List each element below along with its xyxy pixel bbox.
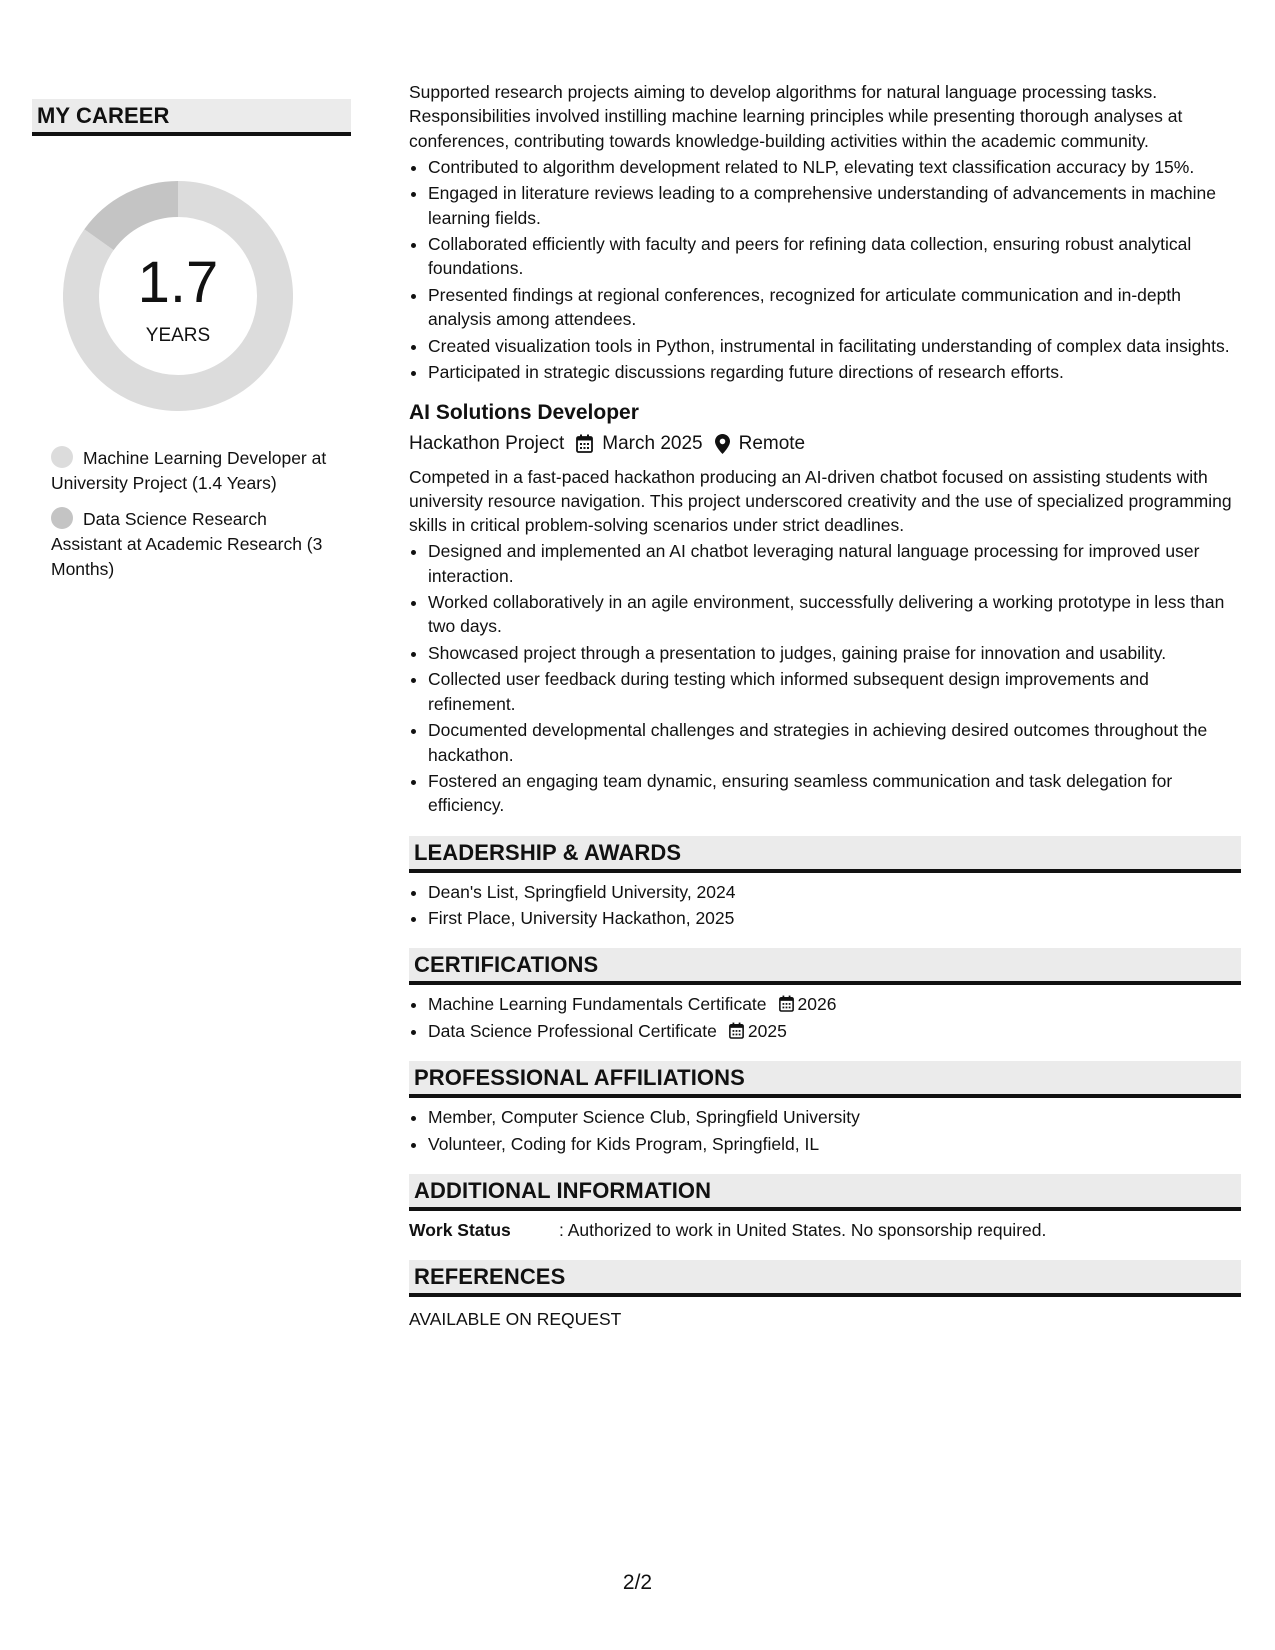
affiliations-section (409, 1061, 1241, 1156)
donut-segment-research-assistant (99, 199, 178, 240)
experience-description: Supported research projects aiming to develop algorithms for natural language processing tasks. Responsibilities involved instilling machine learning principles while presenting thorough analyses at conferences, contributing towards knowledge-building activities within the academic community. (409, 82, 1183, 151)
list-item: • Worked collaboratively in an agile environment, successfully delivering a working prototype in less than two days. (428, 590, 1241, 639)
legend-label: Data Science Research Assistant at Academic Research (3 Months) (51, 509, 323, 579)
list-item: • Documented developmental challenges and strategies in achieving desired outcomes throughout the hackathon. (428, 718, 1241, 767)
calendar-icon (729, 1022, 744, 1039)
work-status-value: : Authorized to work in United States. No sponsorship required. (559, 1219, 1047, 1240)
certifications-section (409, 948, 1241, 1043)
calendar-icon (576, 434, 593, 453)
list-item: • Presented findings at regional conferences, recognized for articulate communication and in-depth analysis among attendees. (428, 283, 1241, 332)
experience-entry (409, 80, 1241, 385)
job-meta (409, 430, 1241, 458)
certification-year: 2026 (797, 994, 837, 1015)
list-item: • Engaged in literature reviews leading to a comprehensive understanding of advancements in machine learning fields. (428, 181, 1241, 230)
list-item: • Fostered an engaging team dynamic, ensuring seamless communication and task delegation for efficiency. (428, 769, 1241, 818)
affiliations-list (409, 1105, 1241, 1156)
experience-bullets (409, 539, 1241, 817)
career-heading: MY CAREER (32, 99, 351, 136)
experience-description: Competed in a fast-paced hackathon producing an AI-driven chatbot focused on assisting students with university resource navigation. This project underscored creativity and the use of specialized programming skills in critical problem-solving scenarios under strict deadlines. (409, 466, 1232, 536)
list-item: • Collected user feedback during testing which informed subsequent design improvements and refinement. (428, 667, 1241, 716)
legend-label: Machine Learning Developer at University Project (1.4 Years) (51, 448, 327, 493)
page-number: 2/2 (622, 1571, 653, 1594)
affiliations-heading: PROFESSIONAL AFFILIATIONS (409, 1061, 1241, 1098)
work-status-label: Work Status (409, 1219, 511, 1240)
main-content (409, 80, 1241, 1331)
list-item: • Participated in strategic discussions regarding future directions of research efforts. (428, 360, 1241, 384)
additional-info-heading: ADDITIONAL INFORMATION (409, 1174, 1241, 1211)
legend-item (51, 507, 336, 582)
job-company: Hackathon Project (409, 432, 565, 454)
job-title: AI Solutions Developer (409, 400, 639, 424)
list-item: • First Place, University Hackathon, 2025 (428, 906, 1241, 930)
list-item: • Designed and implemented an AI chatbot leveraging natural language processing for improved user interaction. (428, 539, 1241, 588)
certification-year: 2025 (747, 1020, 787, 1041)
list-item: • Showcased project through a presentation to judges, gaining praise for innovation and usability. (428, 641, 1241, 665)
legend-dot (51, 507, 73, 529)
list-item (428, 1019, 1241, 1043)
references-heading: REFERENCES (409, 1260, 1241, 1297)
leadership-list (409, 880, 1241, 931)
list-item: • Member, Computer Science Club, Springfield University (428, 1105, 1241, 1129)
career-total-years: 1.7 (137, 250, 219, 315)
list-item: • Created visualization tools in Python, instrumental in facilitating understanding of complex data insights. (428, 334, 1241, 358)
leadership-section (409, 836, 1241, 931)
career-years-unit: YEARS (145, 325, 211, 346)
references-text: AVAILABLE ON REQUEST (409, 1308, 622, 1329)
certification-name: Machine Learning Fundamentals Certificate (428, 994, 767, 1015)
list-item (428, 992, 1241, 1016)
legend-dot (51, 446, 73, 468)
certifications-heading: CERTIFICATIONS (409, 948, 1241, 985)
location-pin-icon (715, 434, 730, 454)
list-item: • Collaborated efficiently with faculty and peers for refining data collection, ensuring robust analytical foundations. (428, 232, 1241, 281)
calendar-icon (779, 995, 794, 1012)
legend-item (51, 446, 336, 496)
additional-info-section (409, 1174, 1241, 1242)
experience-entry (409, 398, 1241, 818)
job-location: Remote (738, 432, 806, 454)
work-status-row (409, 1218, 1241, 1242)
list-item: • Contributed to algorithm development related to NLP, elevating text classification accuracy by 15%. (428, 155, 1241, 179)
career-legend (51, 446, 336, 582)
references-section (409, 1260, 1241, 1331)
leadership-heading: LEADERSHIP & AWARDS (409, 836, 1241, 873)
career-sidebar (32, 99, 351, 593)
list-item: • Volunteer, Coding for Kids Program, Springfield, IL (428, 1132, 1241, 1156)
certification-name: Data Science Professional Certificate (428, 1020, 717, 1041)
job-date: March 2025 (602, 432, 703, 454)
list-item: • Dean's List, Springfield University, 2024 (428, 880, 1241, 904)
career-donut-chart (63, 181, 293, 411)
certifications-list (409, 992, 1241, 1043)
experience-bullets (409, 155, 1241, 385)
